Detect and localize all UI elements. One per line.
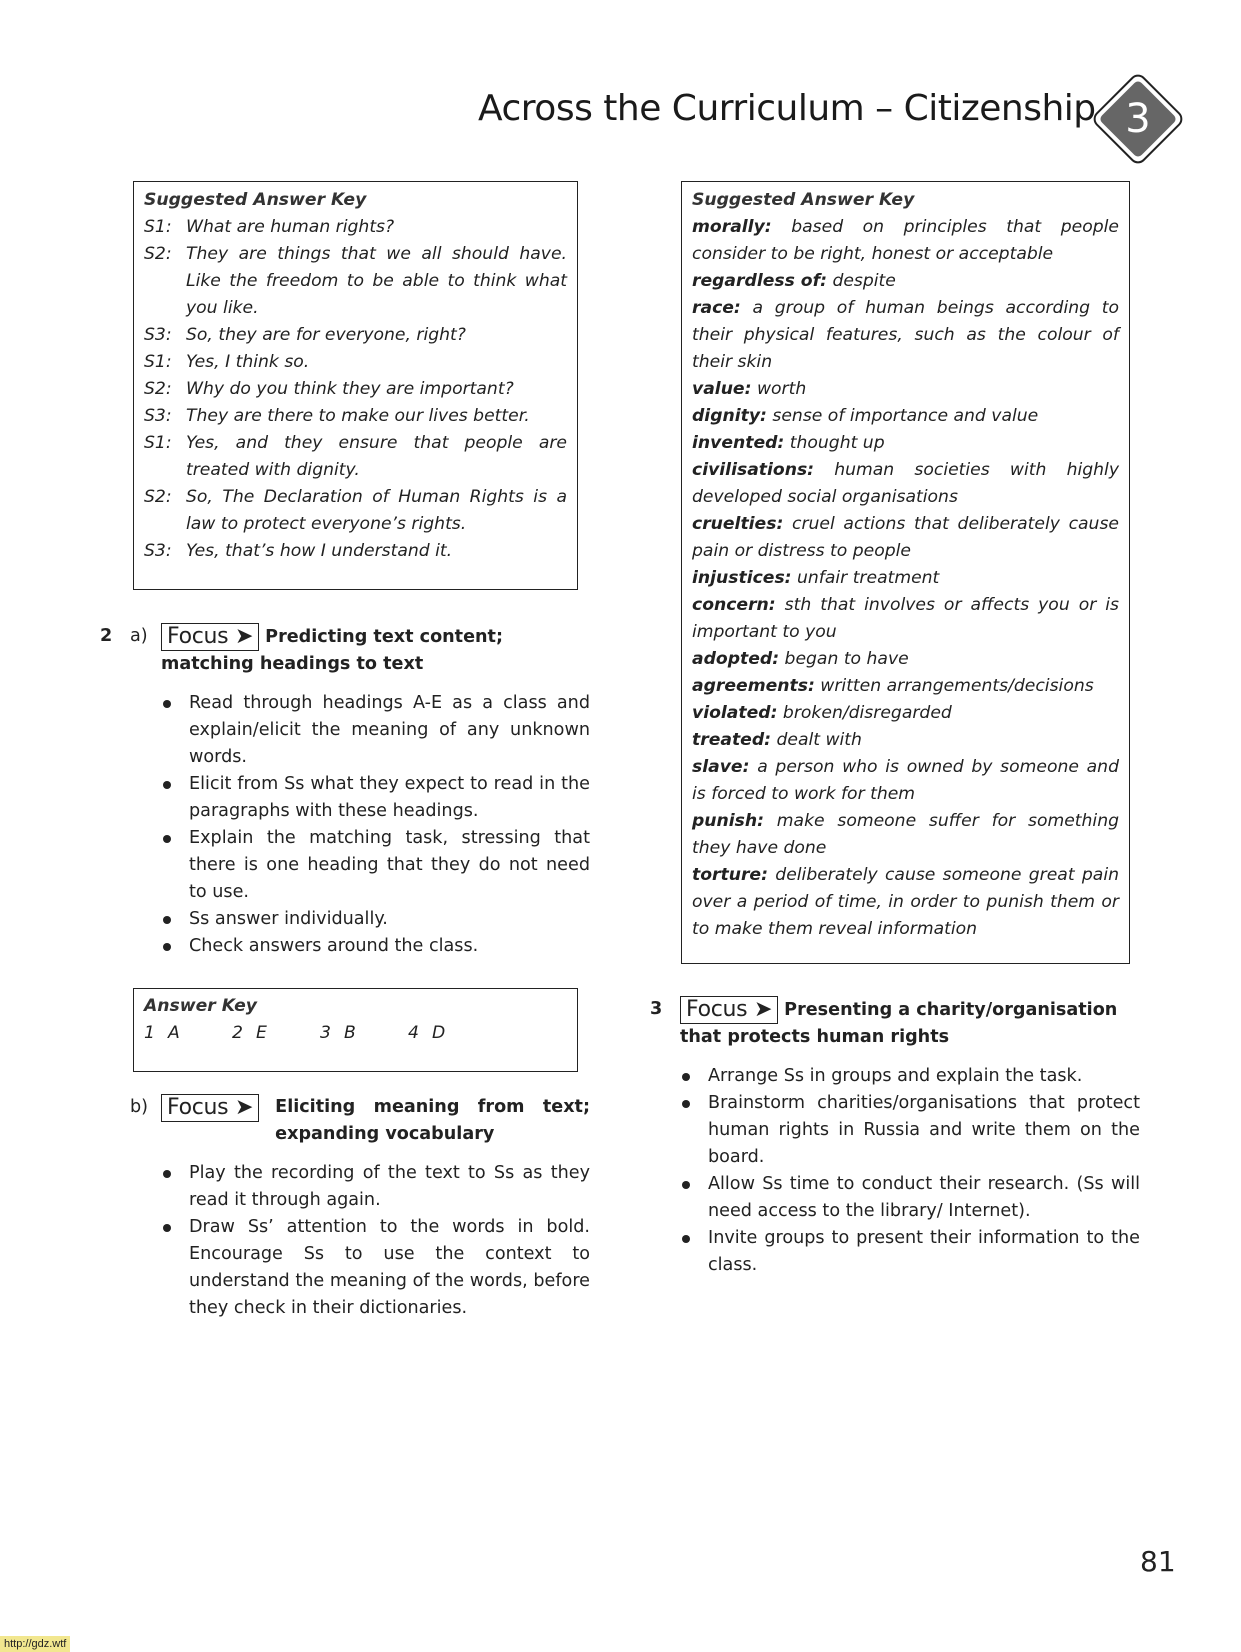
dialogue-line [144, 322, 567, 349]
glossary-definition: began to have [784, 649, 909, 669]
dialogue-line [144, 430, 567, 484]
focus-label: Focus ➤ [161, 1094, 259, 1122]
glossary-entry [692, 646, 1119, 673]
bullet-list [161, 690, 590, 960]
bullet-text: Invite groups to present their information to the class. [708, 1228, 1140, 1275]
dialogue-line [144, 484, 567, 538]
bullet-icon [163, 835, 171, 843]
glossary-term: value: [692, 379, 752, 399]
glossary-entry [692, 565, 1119, 592]
answer-letter: A [168, 1023, 180, 1043]
box-heading: Answer Key [144, 996, 258, 1016]
glossary-term: adopted: [692, 649, 780, 669]
dialogue-text: So, they are for everyone, right? [186, 325, 466, 345]
section-heading: Presenting a charity/organisation that protects human rights [680, 1000, 1118, 1047]
speaker-label: S2: [144, 379, 172, 399]
answer-number: 1 [144, 1023, 155, 1043]
glossary-definition: human societies with highly developed social organisations [692, 460, 1119, 507]
glossary-list [692, 214, 1119, 943]
dialogue-line [144, 403, 567, 430]
glossary-entry [692, 457, 1119, 511]
bullet-text: Brainstorm charities/organisations that protect human rights in Russia and write them on the board. [708, 1093, 1140, 1167]
glossary-entry [692, 592, 1119, 646]
section-number: 2 [100, 626, 113, 646]
glossary-term: violated: [692, 703, 778, 723]
glossary-entry [692, 673, 1119, 700]
bullet-item [161, 1214, 590, 1322]
speaker-label: S3: [144, 325, 172, 345]
glossary-definition: written arrangements/decisions [820, 676, 1094, 696]
answer-number: 3 [320, 1023, 331, 1043]
answer-key-box [133, 988, 578, 1072]
bullet-item [680, 1063, 1140, 1090]
glossary-term: agreements: [692, 676, 815, 696]
glossary-entry [692, 700, 1119, 727]
glossary-term: race: [692, 298, 741, 318]
bullet-item [161, 771, 590, 825]
bullet-item [161, 906, 590, 933]
dialogue-text: Yes, I think so. [186, 352, 310, 372]
answer-item [144, 1020, 232, 1047]
dialogue-answer-key-box [133, 181, 578, 590]
bullet-text: Ss answer individually. [189, 909, 388, 929]
dialogue-text: So, The Declaration of Human Rights is a law to protect everyone’s rights. [186, 487, 567, 534]
glossary-definition: based on principles that people consider to be right, honest or acceptable [692, 217, 1119, 264]
speaker-label: S3: [144, 406, 172, 426]
bullet-item [161, 825, 590, 906]
glossary-term: torture: [692, 865, 768, 885]
glossary-definition: a person who is owned by someone and is forced to work for them [692, 757, 1119, 804]
bullet-icon [682, 1235, 690, 1243]
dialogue-text: They are things that we all should have. Like the freedom to be able to think what you like. [186, 244, 567, 318]
glossary-definition: unfair treatment [797, 568, 940, 588]
bullet-icon [163, 781, 171, 789]
glossary-answer-key-box [681, 181, 1130, 964]
glossary-term: cruelties: [692, 514, 784, 534]
bullet-icon [163, 943, 171, 951]
glossary-entry [692, 430, 1119, 457]
dialogue-line [144, 376, 567, 403]
bullet-icon [163, 700, 171, 708]
glossary-entry [692, 403, 1119, 430]
bullet-icon [682, 1073, 690, 1081]
section-2b-header [130, 1094, 590, 1148]
page-number: 81 [1140, 1545, 1176, 1578]
bullet-text: Allow Ss time to conduct their research. (Ss will need access to the library/ Internet). [708, 1174, 1140, 1221]
box-heading: Suggested Answer Key [692, 190, 915, 210]
bullet-item [161, 1160, 590, 1214]
glossary-entry [692, 727, 1119, 754]
glossary-term: dignity: [692, 406, 767, 426]
glossary-definition: despite [832, 271, 896, 291]
answer-letter: D [432, 1023, 446, 1043]
speaker-label: S1: [144, 217, 172, 237]
dialogue-text: Why do you think they are important? [186, 379, 514, 399]
answer-item [232, 1020, 320, 1047]
bullet-text: Arrange Ss in groups and explain the task. [708, 1066, 1083, 1086]
glossary-term: concern: [692, 595, 776, 615]
section-3-header [650, 996, 1140, 1051]
glossary-definition: sth that involves or affects you or is important to you [692, 595, 1119, 642]
answer-item [408, 1020, 496, 1047]
dialogue-list [144, 214, 567, 565]
bullet-text: Draw Ss’ attention to the words in bold. Encourage Ss to use the context to understand the meaning of the words, before they check in their dictionaries. [189, 1217, 590, 1318]
bullet-list [680, 1063, 1140, 1279]
bullet-item [680, 1225, 1140, 1279]
glossary-entry [692, 511, 1119, 565]
bullet-item [680, 1171, 1140, 1225]
answer-letter: E [256, 1023, 267, 1043]
glossary-definition: a group of human beings according to their physical features, such as the colour of their skin [692, 298, 1120, 372]
section-2a [100, 623, 590, 960]
section-2b [130, 1094, 590, 1322]
dialogue-text: They are there to make our lives better. [186, 406, 530, 426]
dialogue-text: What are human rights? [186, 217, 395, 237]
glossary-entry [692, 376, 1119, 403]
glossary-definition: cruel actions that deliberately cause pain or distress to people [692, 514, 1119, 561]
bullet-icon [682, 1181, 690, 1189]
bullet-item [161, 690, 590, 771]
focus-label: Focus ➤ [680, 996, 778, 1024]
dialogue-line [144, 214, 567, 241]
section-part-label: b) [130, 1097, 149, 1117]
speaker-label: S2: [144, 244, 172, 264]
glossary-term: morally: [692, 217, 772, 237]
glossary-definition: make someone suffer for something they have done [692, 811, 1119, 858]
bullet-icon [163, 1224, 171, 1232]
bullet-item [680, 1090, 1140, 1171]
section-heading: Predicting text content; matching headings to text [161, 627, 503, 674]
module-number: 3 [1125, 96, 1151, 142]
section-3 [650, 996, 1140, 1279]
dialogue-text: Yes, and they ensure that people are treated with dignity. [186, 433, 567, 480]
section-number: 3 [650, 999, 663, 1019]
box-heading: Suggested Answer Key [144, 190, 367, 210]
dialogue-line [144, 349, 567, 376]
glossary-term: treated: [692, 730, 771, 750]
answer-number: 2 [232, 1023, 243, 1043]
answer-row [144, 1020, 567, 1047]
glossary-entry [692, 754, 1119, 808]
page-title: Across the Curriculum – Citizenship [478, 88, 1096, 129]
watermark-link[interactable]: http://gdz.wtf [0, 1636, 70, 1652]
dialogue-line [144, 241, 567, 322]
glossary-term: injustices: [692, 568, 792, 588]
glossary-definition: sense of importance and value [772, 406, 1039, 426]
bullet-list [161, 1160, 590, 1322]
focus-label: Focus ➤ [161, 623, 259, 651]
glossary-entry [692, 808, 1119, 862]
bullet-item [161, 933, 590, 960]
answer-item [320, 1020, 408, 1047]
bullet-icon [163, 916, 171, 924]
bullet-text: Explain the matching task, stressing that there is one heading that they do not need to use. [189, 828, 590, 902]
glossary-definition: deliberately cause someone great pain over a period of time, in order to punish them or to make them reveal information [692, 865, 1119, 939]
glossary-entry [692, 214, 1119, 268]
dialogue-line [144, 538, 567, 565]
glossary-entry [692, 295, 1119, 376]
dialogue-text: Yes, that’s how I understand it. [186, 541, 453, 561]
answer-letter: B [344, 1023, 356, 1043]
glossary-term: regardless of: [692, 271, 827, 291]
section-heading: Eliciting meaning from text; expanding vocabulary [275, 1097, 590, 1144]
answer-number: 4 [408, 1023, 419, 1043]
glossary-definition: thought up [789, 433, 885, 453]
glossary-term: civilisations: [692, 460, 815, 480]
section-2a-header [100, 623, 590, 678]
bullet-text: Read through headings A-E as a class and explain/elicit the meaning of any unknown words. [189, 693, 590, 767]
glossary-definition: broken/disregarded [782, 703, 952, 723]
bullet-icon [682, 1100, 690, 1108]
glossary-definition: worth [756, 379, 807, 399]
glossary-entry [692, 268, 1119, 295]
glossary-term: slave: [692, 757, 750, 777]
speaker-label: S1: [144, 433, 172, 453]
bullet-text: Check answers around the class. [189, 936, 479, 956]
section-part-label: a) [130, 626, 148, 646]
speaker-label: S1: [144, 352, 172, 372]
bullet-text: Elicit from Ss what they expect to read in the paragraphs with these headings. [189, 774, 590, 821]
glossary-definition: dealt with [776, 730, 862, 750]
module-badge [1083, 64, 1193, 174]
glossary-term: invented: [692, 433, 785, 453]
bullet-text: Play the recording of the text to Ss as they read it through again. [189, 1163, 590, 1210]
glossary-term: punish: [692, 811, 765, 831]
speaker-label: S2: [144, 487, 172, 507]
bullet-icon [163, 1170, 171, 1178]
glossary-entry [692, 862, 1119, 943]
speaker-label: S3: [144, 541, 172, 561]
